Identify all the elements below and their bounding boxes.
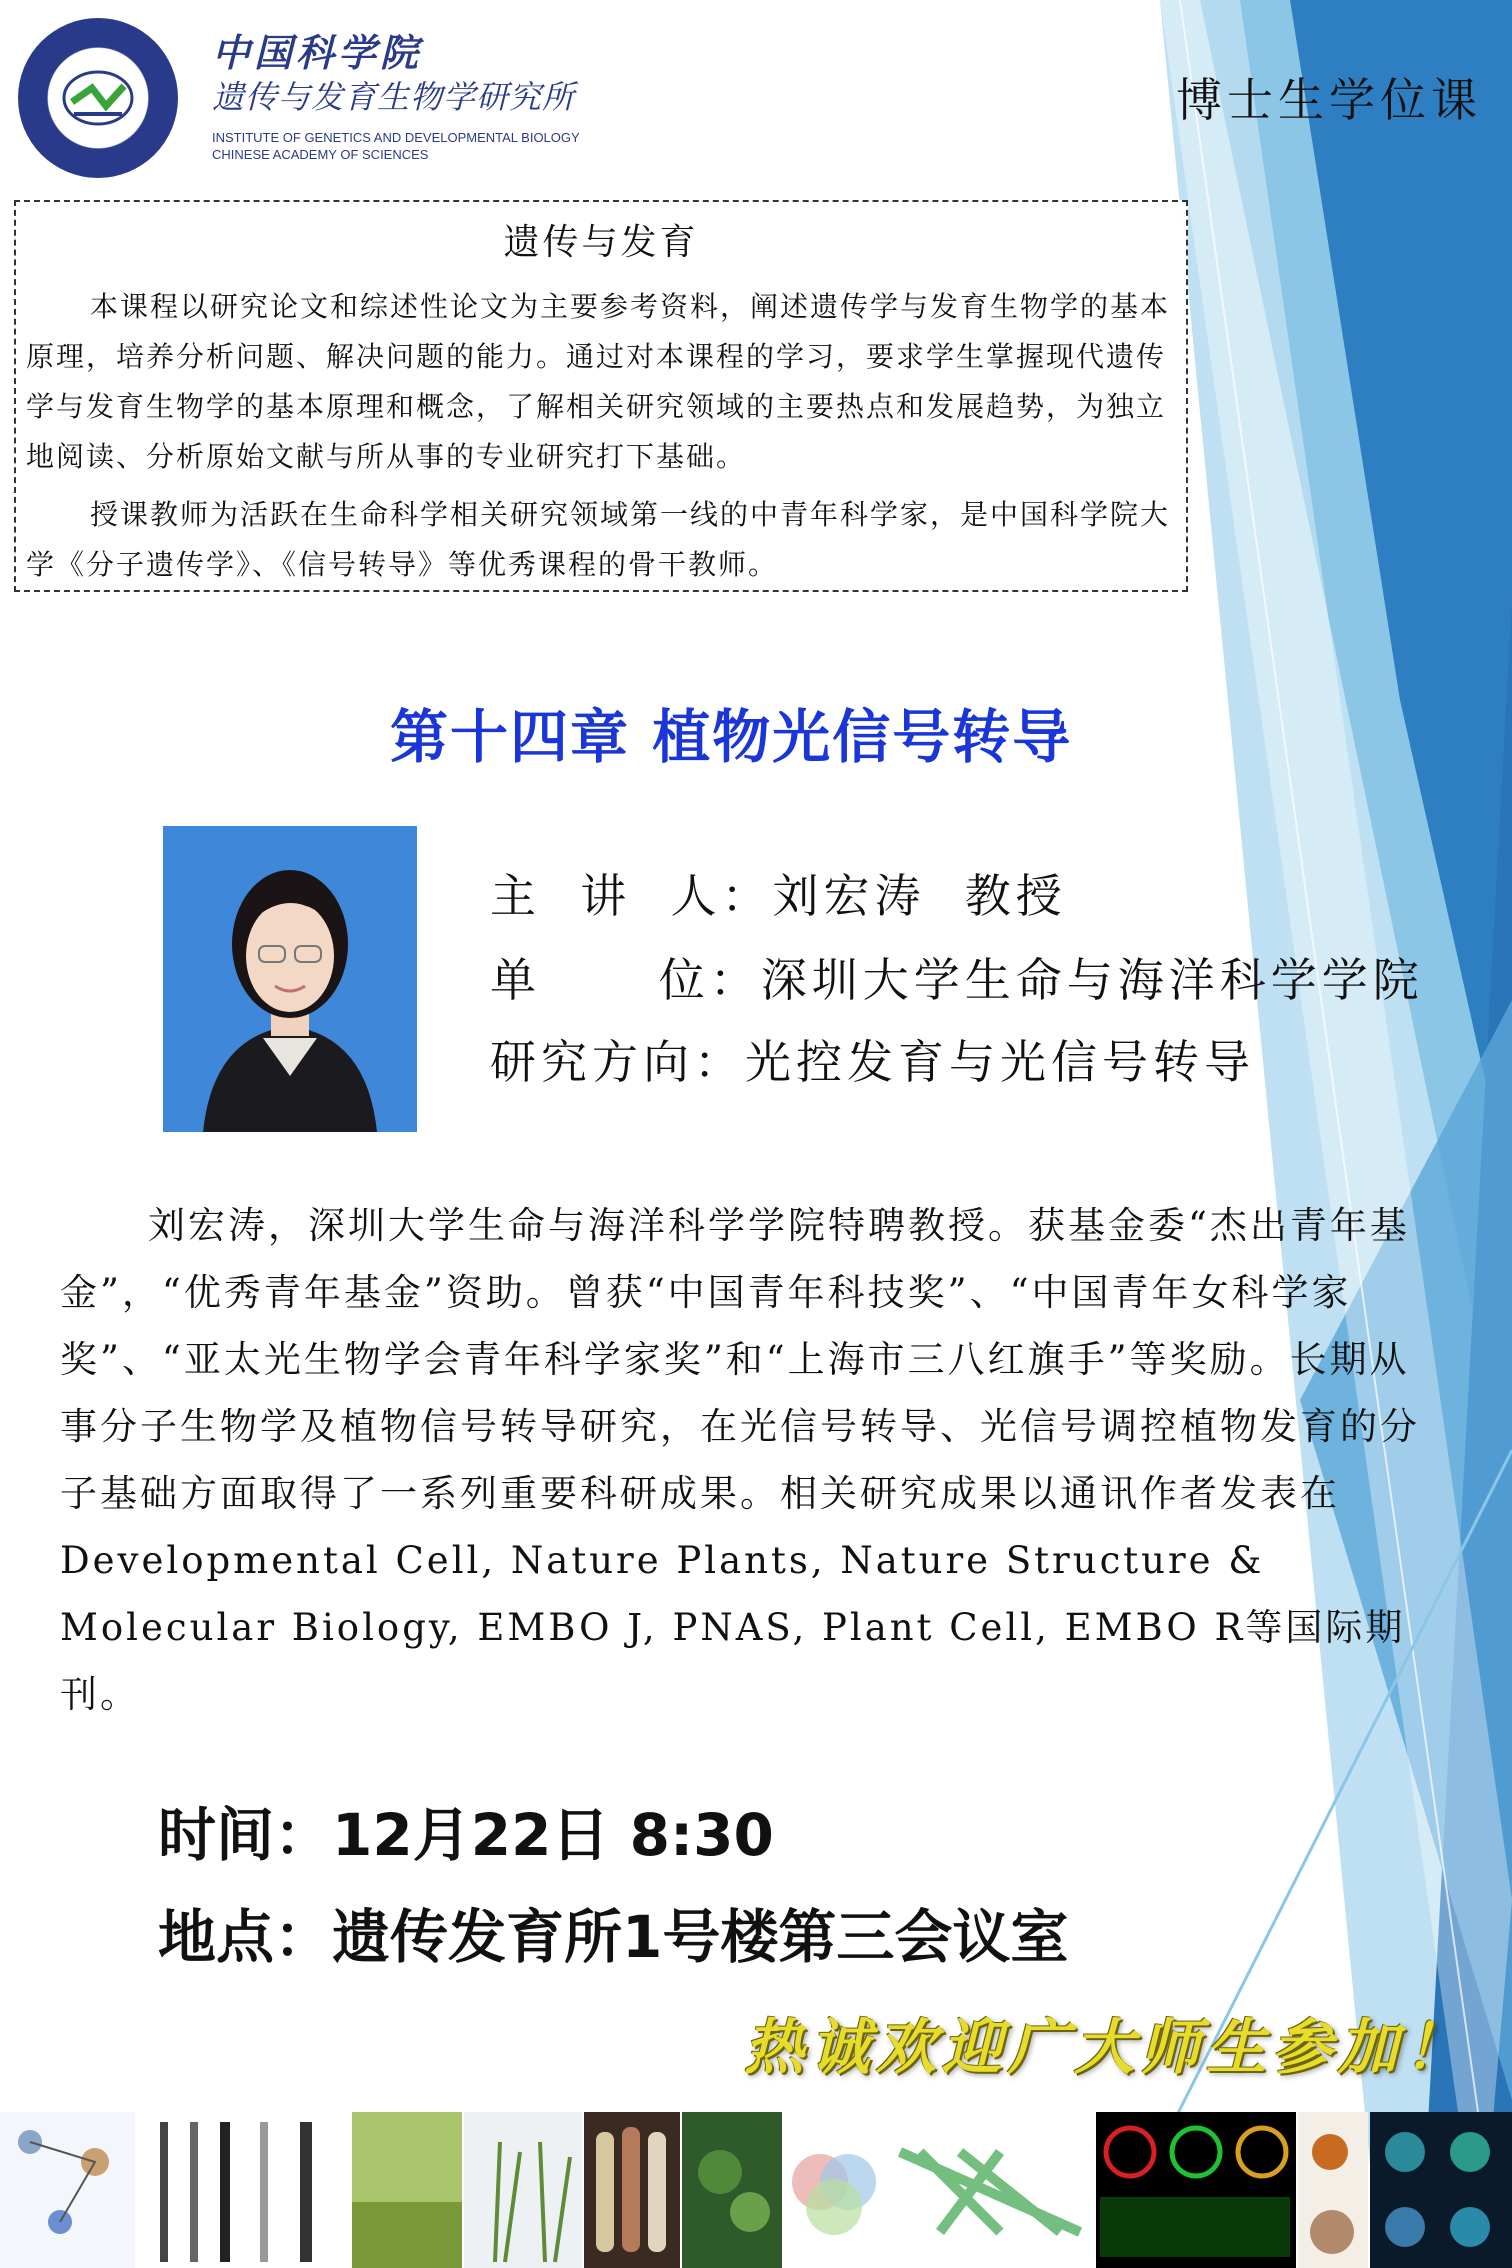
speaker-photo [163,826,417,1132]
institute-logo [18,18,178,178]
thumb-wheat-field [352,2112,462,2268]
thumb-venn-diagram [784,2112,884,2268]
speaker-bio: 刘宏涛，深圳大学生命与海洋科学学院特聘教授。获基金委“杰出青年基金”，“优秀青年基金”资助。曾获“中国青年科技奖”、“中国青年女科学家奖”、“亚太光生物学会青年科学家奖”和“上海市三八红旗手”等奖励。长期从事分子生物学及植物信号转导研究，在光信号转导、光信号调控植物发育的分子基础方面取得了一系列重要科研成果。相关研究成果以通讯作者发表在Developmental Cell, Nature Plants, Nature Structure & Molecular Biology, EMBO J, PNAS, Plant Cell, EMBO R等国际期刊。 [60,1204,1420,1716]
welcome-slogan: 热诚欢迎广大师生参加！ [744,2013,1470,2083]
event-place: 地点：遗传发育所1号楼第三会议室 [158,1903,1069,1971]
org-name-cn-line2: 遗传与发育生物学研究所 [212,78,576,116]
chapter-title: 第十四章 植物光信号转导 [390,703,1073,771]
thumb-fluorescence-cells [1096,2112,1296,2268]
course-type-label: 博士生学位课 [1176,73,1482,127]
course-intro-box [14,200,1188,592]
thumb-soybean-plant [682,2112,782,2268]
org-name-en-line1: INSTITUTE OF GENETICS AND DEVELOPMENTAL BIOLOGY [212,130,580,145]
thumb-fly-and-monkey [1298,2112,1368,2268]
org-name-cn-line1: 中国科学院 [212,30,423,75]
logo-emblem-icon [62,66,134,130]
org-name-en-line2: CHINESE ACADEMY OF SCIENCES [212,147,429,162]
course-title: 遗传与发育 [503,222,699,263]
thumb-embryo-images [1370,2112,1512,2268]
portrait-illustration [163,826,417,1132]
thumb-chromosome-map [138,2112,348,2268]
speaker-name-row: 主 讲 人：刘宏涛 教授 [490,869,1067,923]
event-time: 时间：12月22日 8:30 [158,1801,774,1869]
research-image-strip [0,2112,1512,2268]
speaker-research-row: 研究方向：光控发育与光信号转导 [490,1035,1255,1089]
thumb-corn-ears [584,2112,680,2268]
thumb-synteny-plot [886,2112,1094,2268]
thumb-rice-plants [464,2112,582,2268]
intro-paragraph-1: 本课程以研究论文和综述性论文为主要参考资料，阐述遗传学与发育生物学的基本原理，培养分析问题、解决问题的能力。通过对本课程的学习，要求学生掌握现代遗传学与发育生物学的基本原理和概念，了解相关研究领域的主要热点和发展趋势，为独立地阅读、分析原始文献与所从事的专业研究打下基础。 [26,290,1171,473]
speaker-unit-row: 单 位：深圳大学生命与海洋科学学院 [490,953,1424,1007]
thumb-pathway-diagram [0,2112,135,2268]
intro-paragraph-2: 授课教师为活跃在生命科学相关研究领域第一线的中青年科学家，是中国科学院大学《分子遗传学》、《信号转导》等优秀课程的骨干教师。 [26,498,1171,581]
